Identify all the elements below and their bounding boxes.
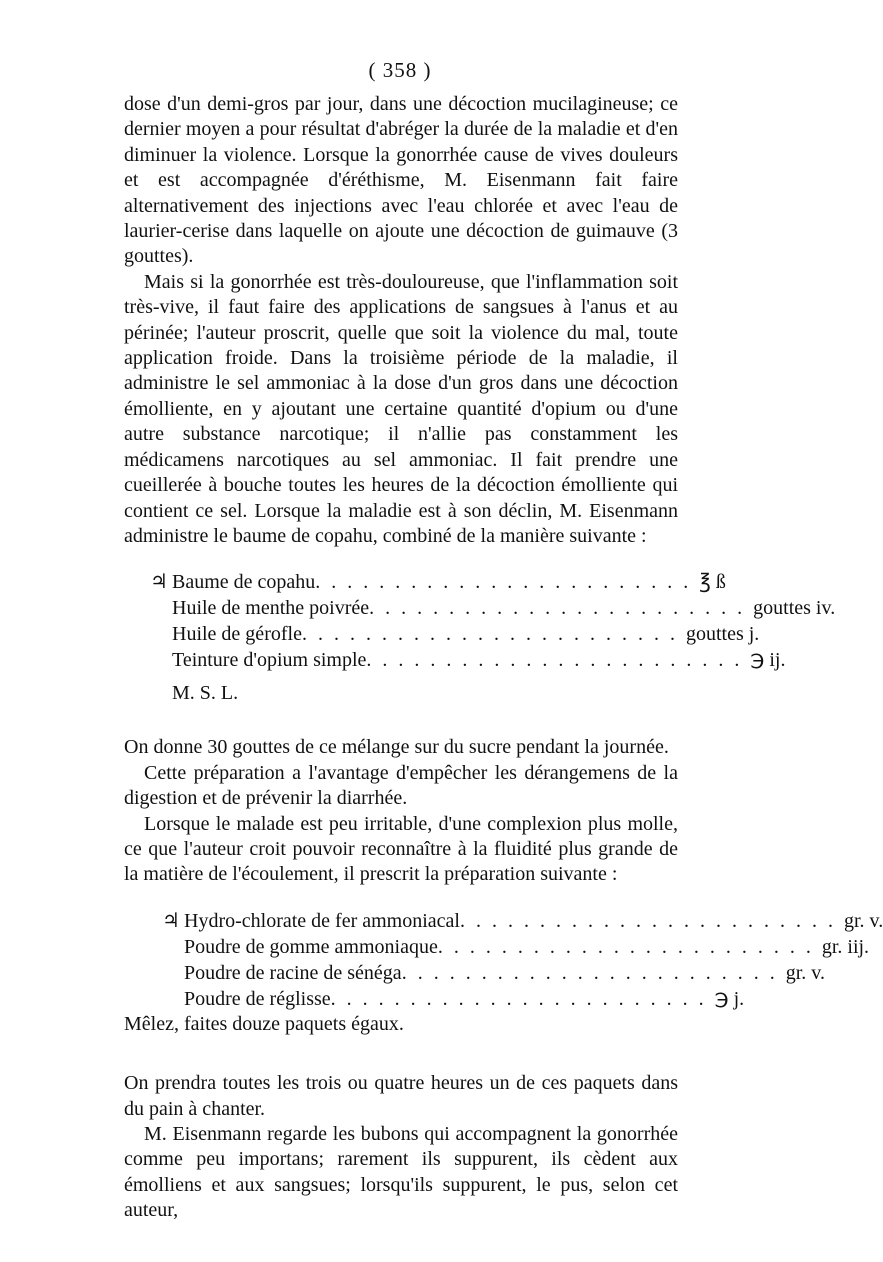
- paragraph: On donne 30 gouttes de ce mélange sur du sucre pendant la journée.: [124, 736, 669, 759]
- leader-dots: . . . . . . . . . . . . . . . . . . . . . . . .: [366, 649, 743, 672]
- prescription-signature: M. S. L.: [172, 682, 239, 705]
- recipe-symbol: ♃: [162, 909, 180, 932]
- ingredient-name: Teinture d'opium simple: [172, 649, 367, 672]
- ingredient-name: Huile de gérofle: [172, 623, 302, 646]
- ingredient-dose: gr. v.: [785, 961, 825, 984]
- page-number: ( 358 ): [368, 58, 432, 82]
- leader-dots: . . . . . . . . . . . . . . . . . . . . . . . .: [330, 987, 707, 1010]
- paragraph: Mais si la gonorrhée est très-douloureuse, que l'inflammation soit très-vive, il faut faire des applications de sangsues à l'anus et au périnée; l'auteur proscrit, quelle que soit la violence du mal, toute application froide. Dans la troisième période de la maladie, il administre le sel ammoniac à la dose d'un gros dans une décoction émolliente, en y ajoutant une certaine quantité d'opium ou d'une autre substance narcotique; il n'allie pas constamment les médicamens narcotiques au sel ammoniac. Il fait prendre une cueillerée à bouche toutes les heures de la décoction émolliente qui contient ce sel. Lorsque la maladie est à son déclin, M. Eisenmann administre le baume de copahu, combiné de la manière suivante :: [124, 270, 678, 547]
- prescription-copahu: [124, 569, 836, 673]
- paragraph: On prendra toutes les trois ou quatre heures un de ces paquets dans du pain à chanter.: [124, 1072, 678, 1120]
- paragraph: dose d'un demi-gros par jour, dans une décoction mucilagineuse; ce dernier moyen a pour résultat d'abréger la durée de la maladie et d'en diminuer la violence. Lorsque la gonorrhée cause de vives douleurs et est accompagnée d'éréthisme, M. Eisenmann fait faire alternativement des injections avec l'eau chlorée et avec l'eau de laurier-cerise dans laquelle on ajoute une décoction de guimauve (3 gouttes).: [124, 93, 678, 268]
- ingredient-dose: gouttes iv.: [753, 597, 836, 620]
- ingredient-dose: gouttes j.: [685, 623, 760, 646]
- prescription-line: [184, 986, 745, 1012]
- leader-dots: . . . . . . . . . . . . . . . . . . . . . . . .: [369, 597, 746, 620]
- prescription-line: [150, 569, 726, 595]
- prescription-line: [172, 647, 786, 673]
- body-text: [124, 92, 883, 1224]
- prescription-line: [172, 621, 760, 647]
- prescription-line: [172, 595, 836, 621]
- ingredient-name: Poudre de racine de sénéga: [184, 961, 402, 984]
- prescription-line: [162, 908, 883, 934]
- paragraph: Lorsque le malade est peu irritable, d'une complexion plus molle, ce que l'auteur croit pouvoir reconnaître à la fluidité plus grande de la matière de l'écoulement, il prescrit la préparation suivante :: [124, 812, 678, 886]
- prescription-line: [184, 960, 825, 986]
- paragraph: Cette préparation a l'avantage d'empêcher les dérangemens de la digestion et de prévenir la diarrhée.: [124, 761, 678, 810]
- leader-dots: . . . . . . . . . . . . . . . . . . . . . . . .: [301, 623, 678, 646]
- leader-dots: . . . . . . . . . . . . . . . . . . . . . . . .: [437, 935, 814, 958]
- ingredient-dose: gr. v.: [843, 909, 883, 932]
- leader-dots: . . . . . . . . . . . . . . . . . . . . . . . .: [459, 909, 836, 932]
- ingredient-dose: ℈ ij.: [750, 649, 786, 672]
- prescription-instruction: Mêlez, faites douze paquets égaux.: [124, 1012, 404, 1035]
- ingredient-dose: gr. iij.: [821, 935, 870, 958]
- ingredient-dose: ℈ j.: [714, 987, 745, 1010]
- ingredient-name: Poudre de gomme ammoniaque: [184, 935, 438, 958]
- paragraph: M. Eisenmann regarde les bubons qui accompagnent la gonorrhée comme peu importans; rarement ils suppurent, ils cèdent aux émolliens et aux sangsues; lorsqu'ils suppurent, le pus, selon cet auteur,: [124, 1122, 678, 1222]
- ingredient-name: Huile de menthe poivrée: [172, 597, 370, 620]
- ingredient-name: Baume de copahu: [172, 571, 316, 594]
- leader-dots: . . . . . . . . . . . . . . . . . . . . . . . .: [401, 961, 778, 984]
- ingredient-dose: ℥ ß: [699, 571, 726, 594]
- ingredient-name: Hydro-chlorate de fer ammoniacal: [184, 909, 460, 932]
- prescription-ferric: [124, 908, 883, 1012]
- leader-dots: . . . . . . . . . . . . . . . . . . . . . . . .: [315, 571, 692, 594]
- prescription-line: [184, 934, 870, 960]
- recipe-symbol: ♃: [150, 571, 168, 594]
- ingredient-name: Poudre de réglisse: [184, 987, 331, 1010]
